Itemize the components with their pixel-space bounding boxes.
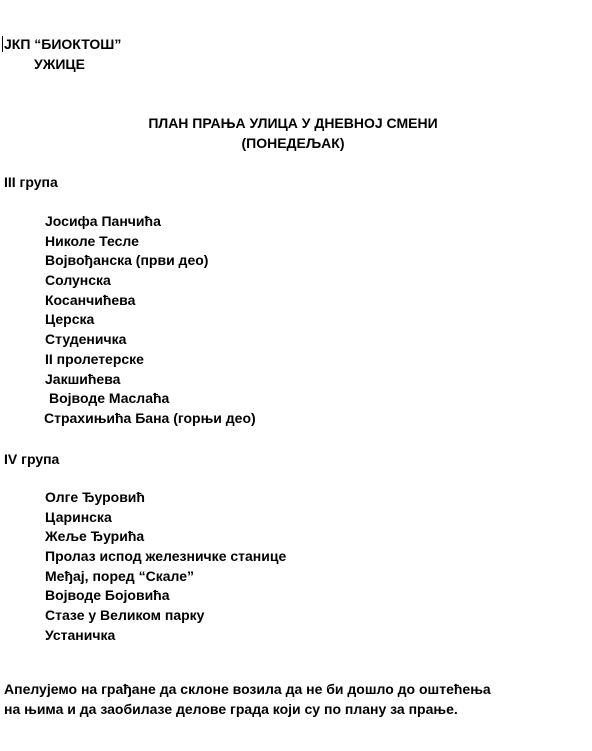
street-name: Жеље Ђурића	[45, 528, 145, 545]
street-name: Војводе Маслаћа	[49, 390, 170, 407]
street-name: Николе Тесле	[45, 232, 139, 249]
street-name: Олге Ђуровић	[45, 489, 145, 505]
street-name: Устаничка	[45, 626, 116, 643]
street-name: Студеничка	[45, 331, 127, 348]
street-name: Јосифа Панчића	[45, 213, 161, 229]
appeal-paragraph	[4, 679, 589, 719]
street-name: Јакшићева	[45, 370, 121, 387]
appeal-line: Апелујемо на грађане да склоне возила да не би дошло до оштећења	[4, 681, 491, 697]
street-name: Солунска	[45, 272, 111, 289]
street-name: Међај, поред “Скале”	[45, 567, 194, 584]
appeal-line: на њима и да заобилазе делове града који су по плану за прање.	[4, 701, 458, 717]
text-cursor	[2, 36, 3, 52]
company-name: ЈКП “БИОКТОШ”	[4, 36, 122, 52]
group-4-heading: IV група	[4, 451, 60, 467]
city-name: УЖИЦЕ	[34, 56, 85, 72]
document-subtitle-day: (ПОНЕДЕЉАК)	[241, 135, 345, 151]
street-name: II пролетерске	[45, 350, 144, 367]
street-name: Стазе у Великом парку	[45, 607, 205, 624]
group-3-heading: III група	[4, 174, 58, 190]
street-name: Војводе Бојовића	[45, 587, 170, 604]
street-name: Пролаз испод железничке станице	[45, 548, 287, 565]
street-name: Косанчићева	[45, 291, 136, 308]
street-name: Војвођанска (први део)	[45, 252, 209, 269]
street-name: Церска	[45, 311, 95, 328]
street-name: Страхињића Бана (горњи део)	[44, 409, 256, 426]
document-title: ПЛАН ПРАЊА УЛИЦА У ДНЕВНОЈ СМЕНИ	[148, 115, 438, 131]
street-name: Царинска	[45, 508, 112, 525]
